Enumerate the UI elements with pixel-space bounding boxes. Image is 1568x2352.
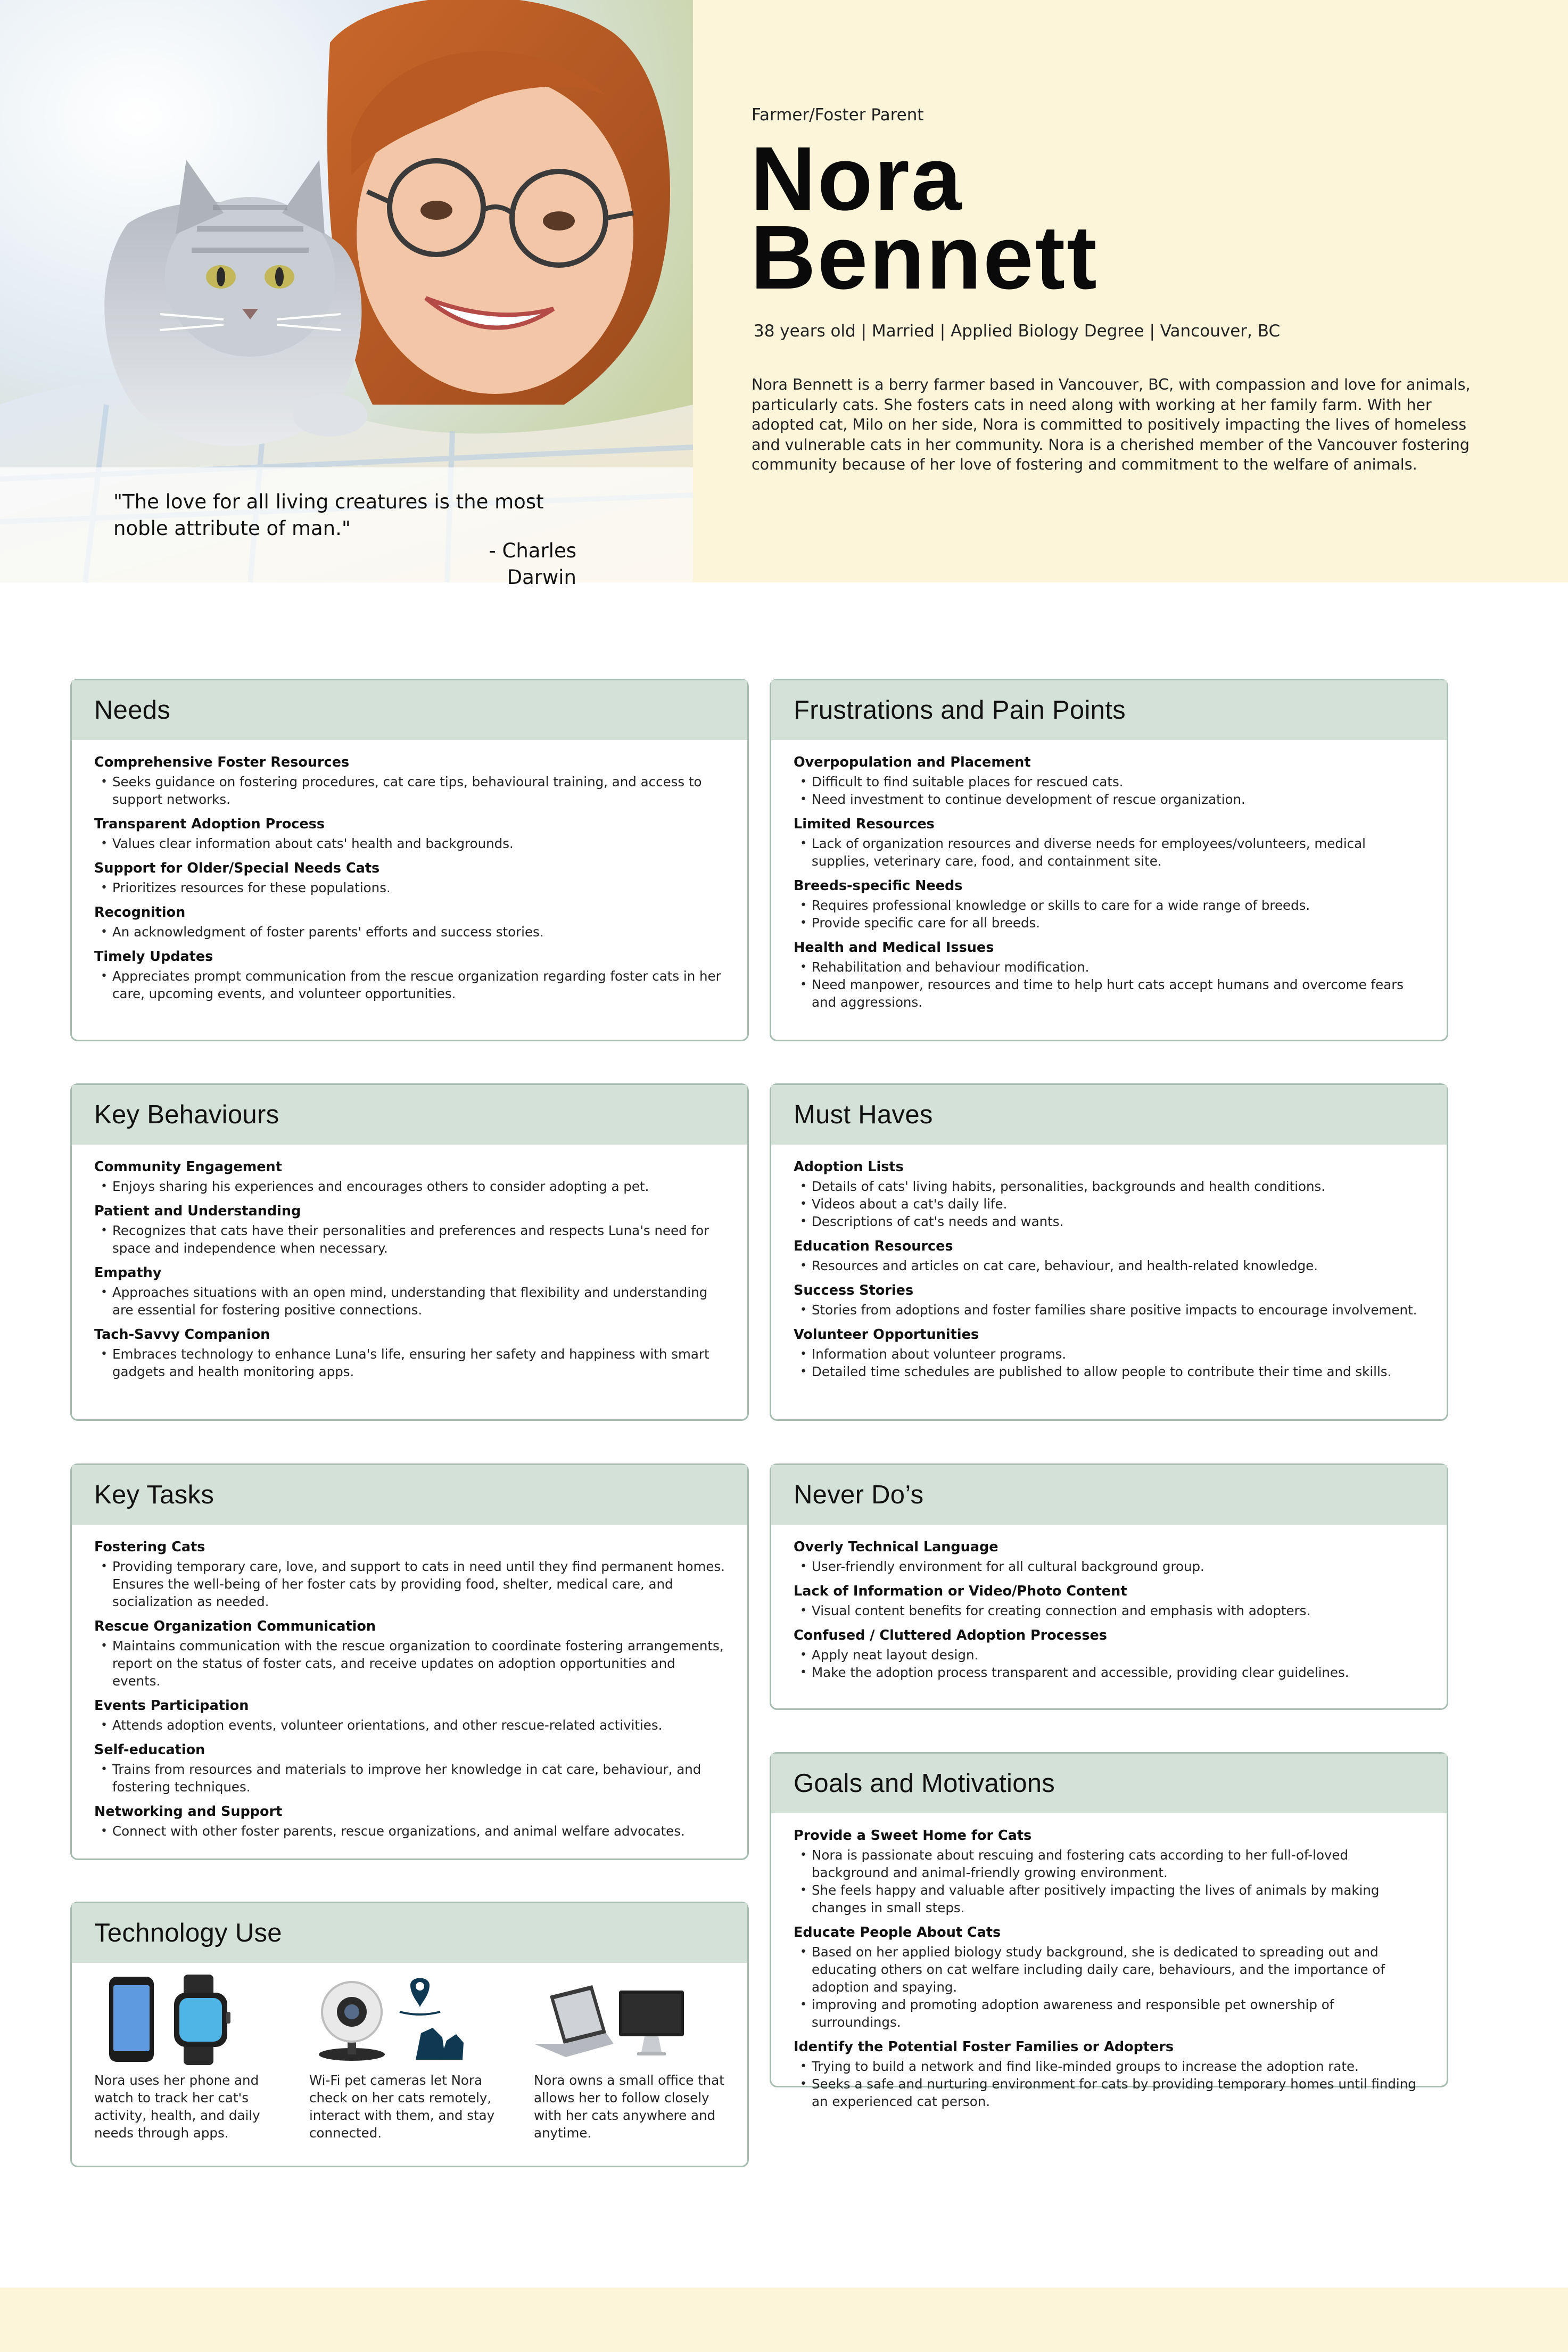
key-behaviours-title: Key Behaviours bbox=[94, 1100, 279, 1129]
must-haves-item: • Information about volunteer programs. bbox=[812, 1345, 1424, 1363]
tech-caption: Wi-Fi pet cameras let Nora check on her cats remotely, interact with them, and stay connected. bbox=[309, 2073, 495, 2141]
goals-card bbox=[770, 1752, 1448, 2109]
must-haves-section-title: Adoption Lists bbox=[794, 1159, 904, 1175]
key-tasks-title: Key Tasks bbox=[94, 1481, 214, 1509]
must-haves-card bbox=[770, 1083, 1448, 1421]
frustrations-title: Frustrations and Pain Points bbox=[794, 696, 1126, 725]
persona-name bbox=[750, 128, 1336, 308]
goals-title: Goals and Motivations bbox=[794, 1769, 1055, 1798]
goals-card-header bbox=[771, 1754, 1447, 1813]
needs-item: • Appreciates prompt communication from the rescue organization regarding foster cats in her care, upcoming events, and volunteer opportunities. bbox=[112, 967, 725, 1002]
frustrations-item: • Difficult to find suitable places for rescued cats. bbox=[812, 773, 1424, 791]
never-dos-card-header bbox=[771, 1465, 1447, 1525]
needs-section-title: Recognition bbox=[94, 904, 186, 920]
frustrations-card-header bbox=[771, 680, 1447, 740]
page-footer-band bbox=[0, 2288, 1568, 2352]
key-tasks-card-header bbox=[72, 1465, 747, 1525]
behaviours-item: • Enjoys sharing his experiences and encourages others to consider adopting a pet. bbox=[112, 1178, 725, 1195]
needs-section-title: Transparent Adoption Process bbox=[94, 816, 325, 832]
needs-card-header bbox=[72, 680, 747, 740]
behaviours-section-title: Tach-Savvy Companion bbox=[94, 1327, 270, 1343]
goals-item: • Nora is passionate about rescuing and fostering cats according to her full-of-loved background and animal-friendly growing environment. bbox=[812, 1846, 1424, 1881]
persona-bio: Nora Bennett is a berry farmer based in Vancouver, BC, with compassion and love for animals, particularly cats. She fosters cats in need along with working at her family farm. With her adopted cat, Milo on her side, Nora is committed to positively impacting the lives of homeless and vulnerable cats in her community. Nora is a cherished member of the Vancouver fostering community because of her love of fostering and commitment to the welfare of animals. bbox=[752, 376, 1471, 473]
goals-item: • She feels happy and valuable after positively impacting the lives of animals by making changes in small steps. bbox=[812, 1881, 1424, 1917]
frustrations-item: • Lack of organization resources and diverse needs for employees/volunteers, medical supplies, veterinary care, food, and containment site. bbox=[812, 835, 1424, 870]
needs-title: Needs bbox=[94, 696, 171, 725]
never-dos-section-title: Lack of Information or Video/Photo Content bbox=[794, 1583, 1127, 1599]
never-dos-title: Never Do’s bbox=[794, 1481, 924, 1509]
must-haves-item: • Videos about a cat's daily life. bbox=[812, 1195, 1424, 1213]
persona-demographics: 38 years old | Married | Applied Biology Degree | Vancouver, BC bbox=[754, 322, 1281, 341]
tech-item-phone-watch bbox=[94, 1975, 286, 2142]
tech-caption: Nora owns a small office that allows her to follow closely with her cats anywhere and anytime. bbox=[534, 2073, 724, 2141]
technology-use-title: Technology Use bbox=[94, 1919, 282, 1947]
must-haves-card-header bbox=[771, 1085, 1447, 1145]
tasks-item: • Attends adoption events, volunteer orientations, and other rescue-related activities. bbox=[112, 1716, 725, 1734]
tasks-item: • Providing temporary care, love, and support to cats in need until they find permanent homes. Ensures the well-being of her foster cats by providing food, shelter, medical care, and socialization as needed. bbox=[112, 1558, 725, 1610]
never-dos-item: • Visual content benefits for creating connection and emphasis with adopters. bbox=[812, 1602, 1424, 1619]
goals-item: • improving and promoting adoption awareness and responsible pet ownership of surroundings. bbox=[812, 1996, 1424, 2031]
needs-section-title: Timely Updates bbox=[94, 949, 213, 965]
never-dos-card bbox=[770, 1463, 1448, 1710]
frustrations-card bbox=[770, 679, 1448, 1041]
must-haves-item: • Details of cats' living habits, personalities, backgrounds and health conditions. bbox=[812, 1178, 1424, 1195]
tasks-section-title: Self-education bbox=[94, 1742, 205, 1758]
must-haves-item: • Descriptions of cat's needs and wants. bbox=[812, 1213, 1424, 1230]
technology-use-card-header bbox=[72, 1903, 747, 1963]
frustrations-item: • Rehabilitation and behaviour modification. bbox=[812, 958, 1424, 976]
tasks-section-title: Networking and Support bbox=[94, 1804, 283, 1820]
frustrations-item: • Requires professional knowledge or skills to care for a wide range of breeds. bbox=[812, 897, 1424, 914]
must-haves-section-title: Success Stories bbox=[794, 1282, 914, 1298]
needs-item: • Seeks guidance on fostering procedures, cat care tips, behavioural training, and access to support networks. bbox=[112, 773, 725, 808]
quote-text: "The love for all living creatures is the most noble attribute of man." bbox=[113, 490, 544, 540]
goals-item: • Seeks a safe and nurturing environment for cats by providing temporary homes until finding an experienced cat person. bbox=[812, 2075, 1424, 2110]
must-haves-item: • Resources and articles on cat care, behaviour, and health-related knowledge. bbox=[812, 1257, 1424, 1274]
phone-and-watch-icon bbox=[94, 1975, 243, 2065]
key-behaviours-card bbox=[70, 1083, 749, 1421]
persona-first-name: Nora bbox=[750, 128, 963, 229]
tasks-section-title: Rescue Organization Communication bbox=[94, 1618, 376, 1634]
needs-item: • Prioritizes resources for these populations. bbox=[112, 879, 725, 897]
persona-last-name: Bennett bbox=[750, 207, 1099, 308]
needs-card bbox=[70, 679, 749, 1041]
must-haves-item: • Detailed time schedules are published to allow people to contribute their time and skills. bbox=[812, 1363, 1424, 1380]
goals-item: • Based on her applied biology study background, she is dedicated to spreading out and educating others on cat welfare including daily care, behaviours, and the importance of adoption and spaying. bbox=[812, 1943, 1424, 1996]
behaviours-section-title: Empathy bbox=[94, 1265, 162, 1281]
tasks-item: • Connect with other foster parents, rescue organizations, and animal welfare advocates. bbox=[112, 1822, 725, 1840]
behaviours-section-title: Patient and Understanding bbox=[94, 1203, 301, 1219]
behaviours-item: • Embraces technology to enhance Luna's life, ensuring her safety and happiness with smart gadgets and health monitoring apps. bbox=[112, 1345, 725, 1380]
never-dos-section-title: Overly Technical Language bbox=[794, 1539, 998, 1555]
must-haves-item: • Stories from adoptions and foster families share positive impacts to encourage involvement. bbox=[812, 1301, 1424, 1319]
frustrations-item: • Need investment to continue development of rescue organization. bbox=[812, 791, 1424, 808]
needs-section-title: Comprehensive Foster Resources bbox=[94, 754, 350, 770]
frustrations-section-title: Overpopulation and Placement bbox=[794, 754, 1031, 770]
needs-item: • Values clear information about cats' health and backgrounds. bbox=[112, 835, 725, 852]
must-haves-section-title: Education Resources bbox=[794, 1238, 953, 1254]
never-dos-item: • Make the adoption process transparent and accessible, providing clear guidelines. bbox=[812, 1664, 1424, 1681]
frustrations-item: • Provide specific care for all breeds. bbox=[812, 914, 1424, 932]
pet-camera-icon bbox=[309, 1975, 469, 2065]
needs-section-title: Support for Older/Special Needs Cats bbox=[94, 860, 380, 876]
never-dos-item: • User-friendly environment for all cultural background group. bbox=[812, 1558, 1424, 1575]
never-dos-section-title: Confused / Cluttered Adoption Processes bbox=[794, 1627, 1107, 1643]
must-haves-title: Must Haves bbox=[794, 1100, 933, 1129]
tech-item-laptop-monitor bbox=[534, 1975, 725, 2142]
tasks-item: • Trains from resources and materials to improve her knowledge in cat care, behaviour, and fostering techniques. bbox=[112, 1761, 725, 1796]
persona-header bbox=[0, 0, 1568, 589]
goals-item: • Trying to build a network and find like-minded groups to increase the adoption rate. bbox=[812, 2058, 1424, 2075]
goals-section-title: Educate People About Cats bbox=[794, 1925, 1001, 1940]
quote-author: - Charles Darwin bbox=[489, 539, 576, 589]
never-dos-item: • Apply neat layout design. bbox=[812, 1646, 1424, 1664]
persona-role: Farmer/Foster Parent bbox=[752, 105, 924, 125]
key-tasks-card bbox=[70, 1463, 749, 1860]
frustrations-section-title: Breeds-specific Needs bbox=[794, 878, 963, 894]
behaviours-item: • Recognizes that cats have their personalities and preferences and respects Luna's need for space and independence when necessary. bbox=[112, 1222, 725, 1257]
key-behaviours-card-header bbox=[72, 1085, 747, 1145]
tech-caption: Nora uses her phone and watch to track her cat's activity, health, and daily needs through apps. bbox=[94, 2073, 260, 2141]
frustrations-section-title: Health and Medical Issues bbox=[794, 940, 994, 956]
frustrations-section-title: Limited Resources bbox=[794, 816, 935, 832]
tasks-section-title: Fostering Cats bbox=[94, 1539, 205, 1555]
frustrations-item: • Need manpower, resources and time to help hurt cats accept humans and overcome fears and aggressions. bbox=[812, 976, 1424, 1011]
tasks-item: • Maintains communication with the rescue organization to coordinate fostering arrangements, report on the status of foster cats, and receive updates on adoption opportunities and events. bbox=[112, 1637, 725, 1690]
technology-use-card bbox=[70, 1902, 749, 2167]
tasks-section-title: Events Participation bbox=[94, 1698, 249, 1714]
tech-item-pet-camera bbox=[309, 1975, 501, 2142]
laptop-and-monitor-icon bbox=[534, 1975, 688, 2065]
must-haves-section-title: Volunteer Opportunities bbox=[794, 1327, 979, 1343]
goals-section-title: Provide a Sweet Home for Cats bbox=[794, 1828, 1032, 1844]
goals-section-title: Identify the Potential Foster Families or Adopters bbox=[794, 2039, 1174, 2055]
behaviours-section-title: Community Engagement bbox=[94, 1159, 282, 1175]
needs-item: • An acknowledgment of foster parents' efforts and success stories. bbox=[112, 923, 725, 941]
behaviours-item: • Approaches situations with an open mind, understanding that flexibility and understanding are essential for fostering positive connections. bbox=[112, 1284, 725, 1319]
